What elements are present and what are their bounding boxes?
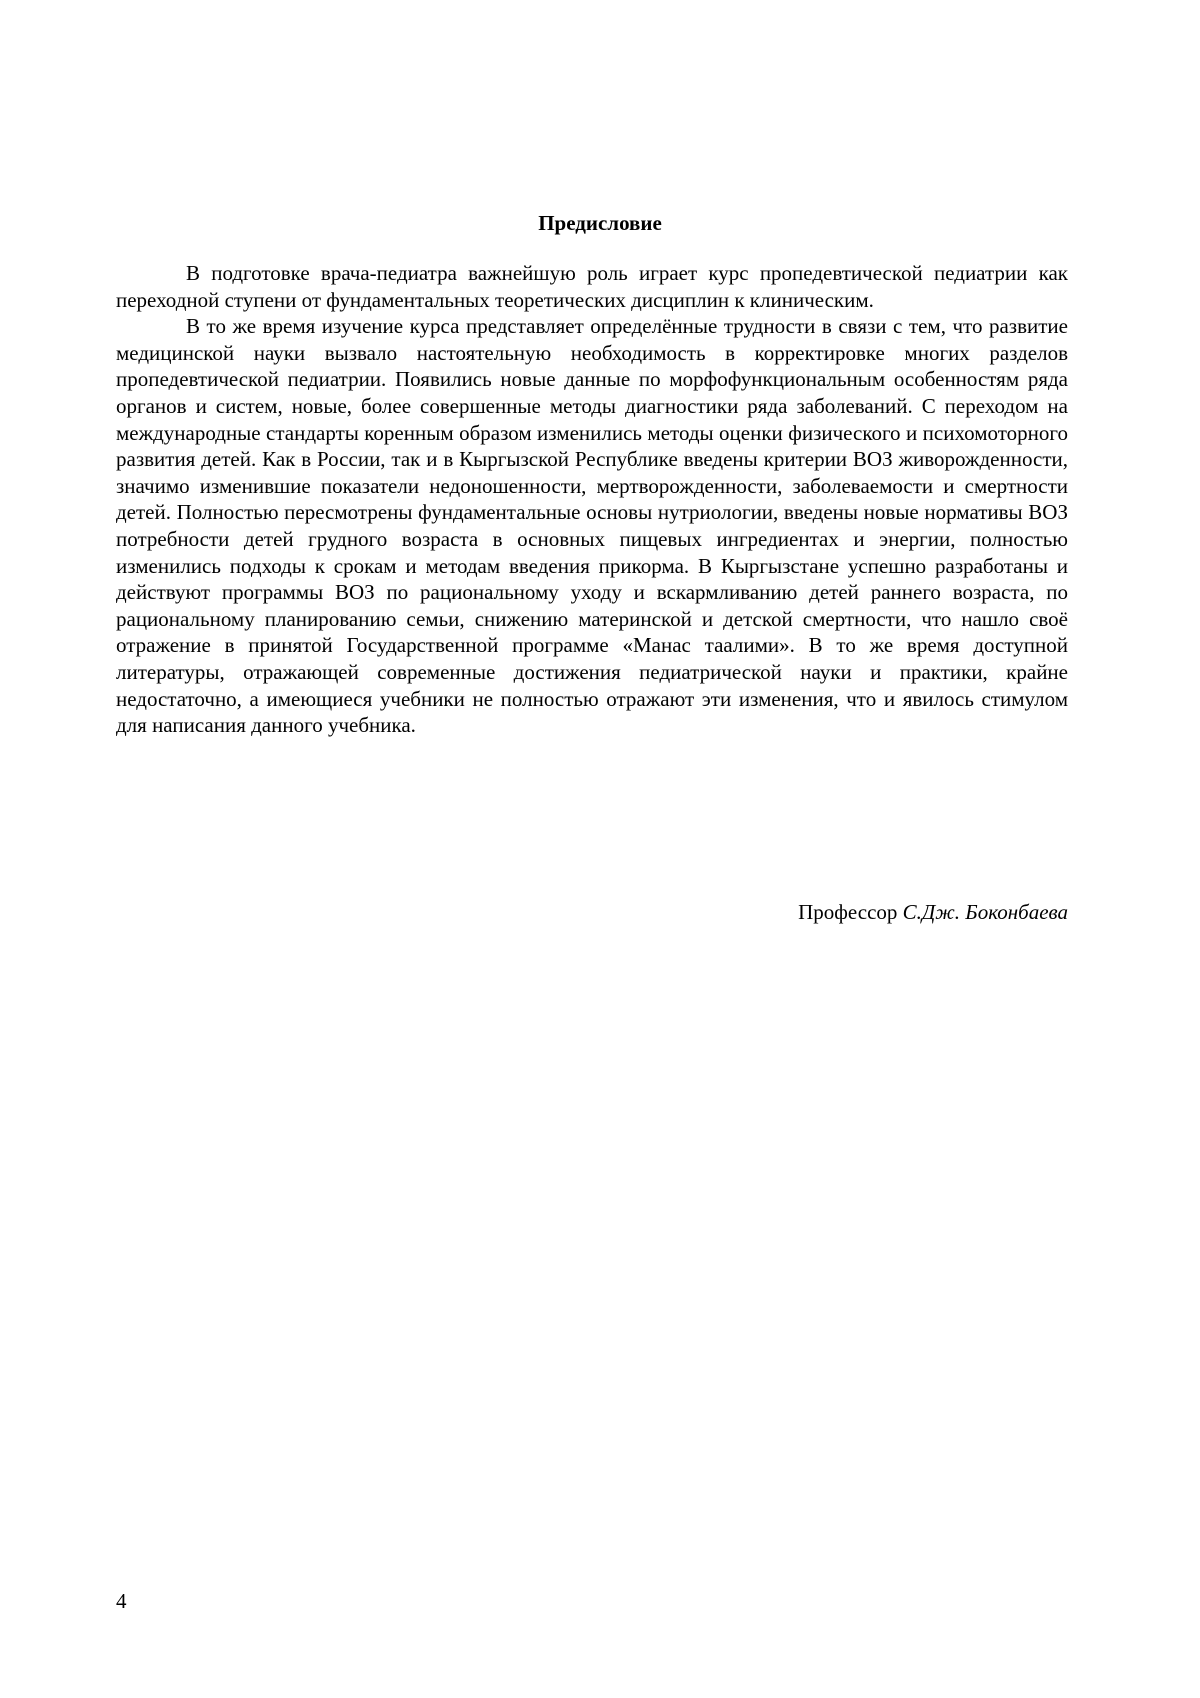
signature-role: Профессор xyxy=(798,900,898,924)
paragraph-1: В подготовке врача-педиатра важнейшую роль играет курс пропедевтической педиатрии как переходной ступени от фундаментальных теоретических дисциплин к клиническим. xyxy=(116,261,1068,312)
author-signature xyxy=(798,899,1068,925)
signature-name: С.Дж. Боконбаева xyxy=(902,900,1068,924)
page-number: 4 xyxy=(116,1589,127,1613)
preface-body xyxy=(116,260,1068,739)
paragraph-2: В то же время изучение курса представляет определённые трудности в связи с тем, что развитие медицинской науки вызвало настоятельную необходимость в корректировке многих разделов пропедевтической педиатрии. Появились новые данные по морфофункциональным особенностям ряда органов и систем, новые, более совершенные методы диагностики ряда заболеваний. С переходом на международные стандарты коренным образом изменились методы оценки физического и психомоторного развития детей. Как в России, так и в Кыргызской Республике введены критерии ВОЗ живорожденности, значимо изменившие показатели недоношенности, мертворожденности, заболеваемости и смертности детей. Полностью пересмотрены фундаментальные основы нутриологии, введены новые нормативы ВОЗ потребности детей грудного возраста в основных пищевых ингредиентах и энергии, полностью изменились подходы к срокам и методам введения прикорма. В Кыргызстане успешно разработаны и действуют программы ВОЗ по рациональному уходу и вскармливанию детей раннего возраста, по рациональному планированию семьи, снижению материнской и детской смертности, что нашло своё отражение в принятой Государственной программе «Манас таалими». В то же время доступной литературы, отражающей современные достижения педиатрической науки и практики, крайне недостаточно, а имеющиеся учебники не полностью отражают эти изменения, что и явилось стимулом для написания данного учебника. xyxy=(116,314,1068,738)
document-title: Предисловие xyxy=(538,211,662,235)
